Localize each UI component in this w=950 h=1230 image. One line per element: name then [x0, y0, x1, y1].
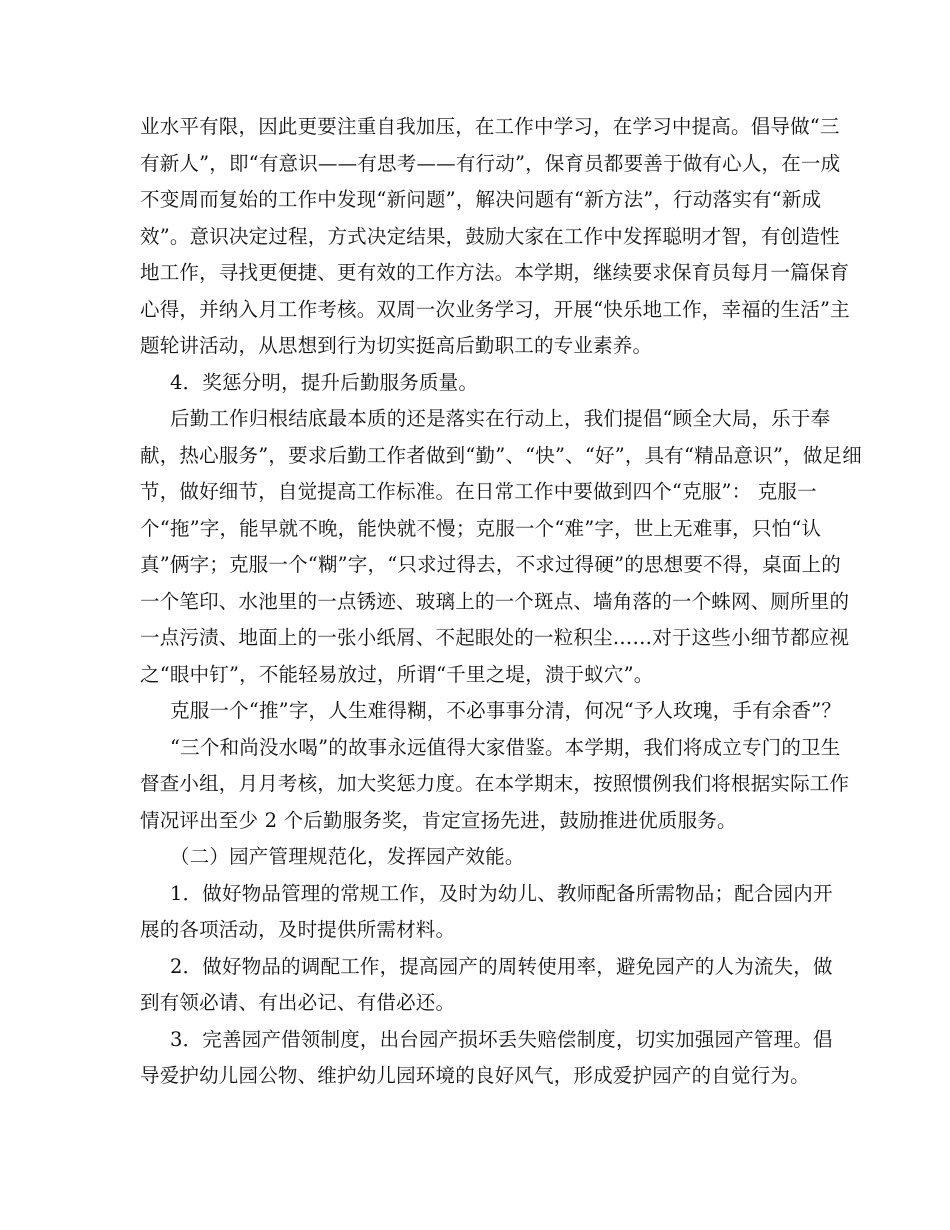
- text-line: 有新人”，即“有意识——有思考——有行动”，保育员都要善于做有心人，在一成: [140, 151, 841, 175]
- text-line: 真”俩字；克服一个“糊”字，“只求过得去，不求过得硬”的思想要不得，桌面上的: [140, 553, 841, 576]
- text-line: 导爱护幼儿园公物、维护幼儿园环境的良好风气，形成爱护园产的自觉行为。: [140, 1064, 810, 1087]
- text-line: 展的各项活动，及时提供所需材料。: [140, 918, 456, 941]
- text-line: 4．奖惩分明，提升后勤服务质量。: [170, 370, 479, 394]
- text-line: 个“拖”字，能早就不晚，能快就不慢；克服一个“难”字，世上无难事，只怕“认: [140, 516, 822, 540]
- text-line: 不变周而复始的工作中发现“新问题”，解决问题有“新方法”，行动落实有“新成: [140, 188, 822, 211]
- text-line: 2．做好物品的调配工作，提高园产的周转使用率，避免园产的人为流失，做: [170, 954, 833, 978]
- text-line: 督查小组，月月考核，加大奖惩力度。在本学期末，按照惯例我们将根据实际工作: [140, 772, 850, 795]
- text-line: 1．做好物品管理的常规工作，及时为幼儿、教师配备所需物品；配合园内开: [170, 881, 833, 905]
- text-line: 情况评出至少 2 个后勤服务奖，肯定宣扬先进，鼓励推进优质服务。: [140, 808, 737, 832]
- text-line: 题轮讲活动，从思想到行为切实挺高后勤职工的专业素养。: [140, 334, 653, 357]
- text-line: 一点污渍、地面上的一张小纸屑、不起眼处的一粒积尘……对于这些小细节都应视: [140, 626, 850, 649]
- text-line: 效”。意识决定过程，方式决定结果，鼓励大家在工作中发挥聪明才智，有创造性: [140, 224, 840, 248]
- text-line: 之“眼中钉”，不能轻易放过，所谓“千里之堤，溃于蚁穴”。: [140, 662, 654, 686]
- text-line: 地工作，寻找更便捷、更有效的工作方法。本学期，继续要求保育员每月一篇保育: [140, 261, 850, 284]
- text-line: 业水平有限，因此更要注重自我加压，在工作中学习，在学习中提高。倡导做“三: [140, 115, 840, 138]
- text-line: 节，做好细节，自觉提高工作标准。在日常工作中要做到四个“克服”： 克服一: [140, 480, 817, 503]
- text-line: 献，热心服务”，要求后勤工作者做到“勤”、“快”、“好”，具有“精品意识”，做足细: [140, 443, 862, 467]
- text-line: 心得，并纳入月工作考核。双周一次业务学习，开展“快乐地工作，幸福的生活”主: [140, 297, 850, 321]
- text-line: 一个笔印、水池里的一点锈迹、玻璃上的一个斑点、墙角落的一个蛛网、厕所里的: [140, 589, 850, 613]
- text-line: 3．完善园产借领制度，出台园产损坏丢失赔偿制度，切实加强园产管理。倡: [170, 1027, 833, 1051]
- text-line: 到有领必请、有出必记、有借必还。: [140, 991, 456, 1014]
- text-line: “三个和尚没水喝”的故事永远值得大家借鉴。本学期，我们将成立专门的卫生: [170, 735, 841, 759]
- text-line: 后勤工作归根结底最本质的还是落实在行动上，我们提倡“顾全大局，乐于奉: [170, 407, 831, 430]
- text-line: （二）园产管理规范化，发挥园产效能。: [170, 845, 525, 868]
- text-line: 克服一个“推”字，人生难得糊，不必事事分清，何况“予人玫瑰，手有余香”？: [170, 699, 842, 722]
- document-page: [140, 109, 862, 1095]
